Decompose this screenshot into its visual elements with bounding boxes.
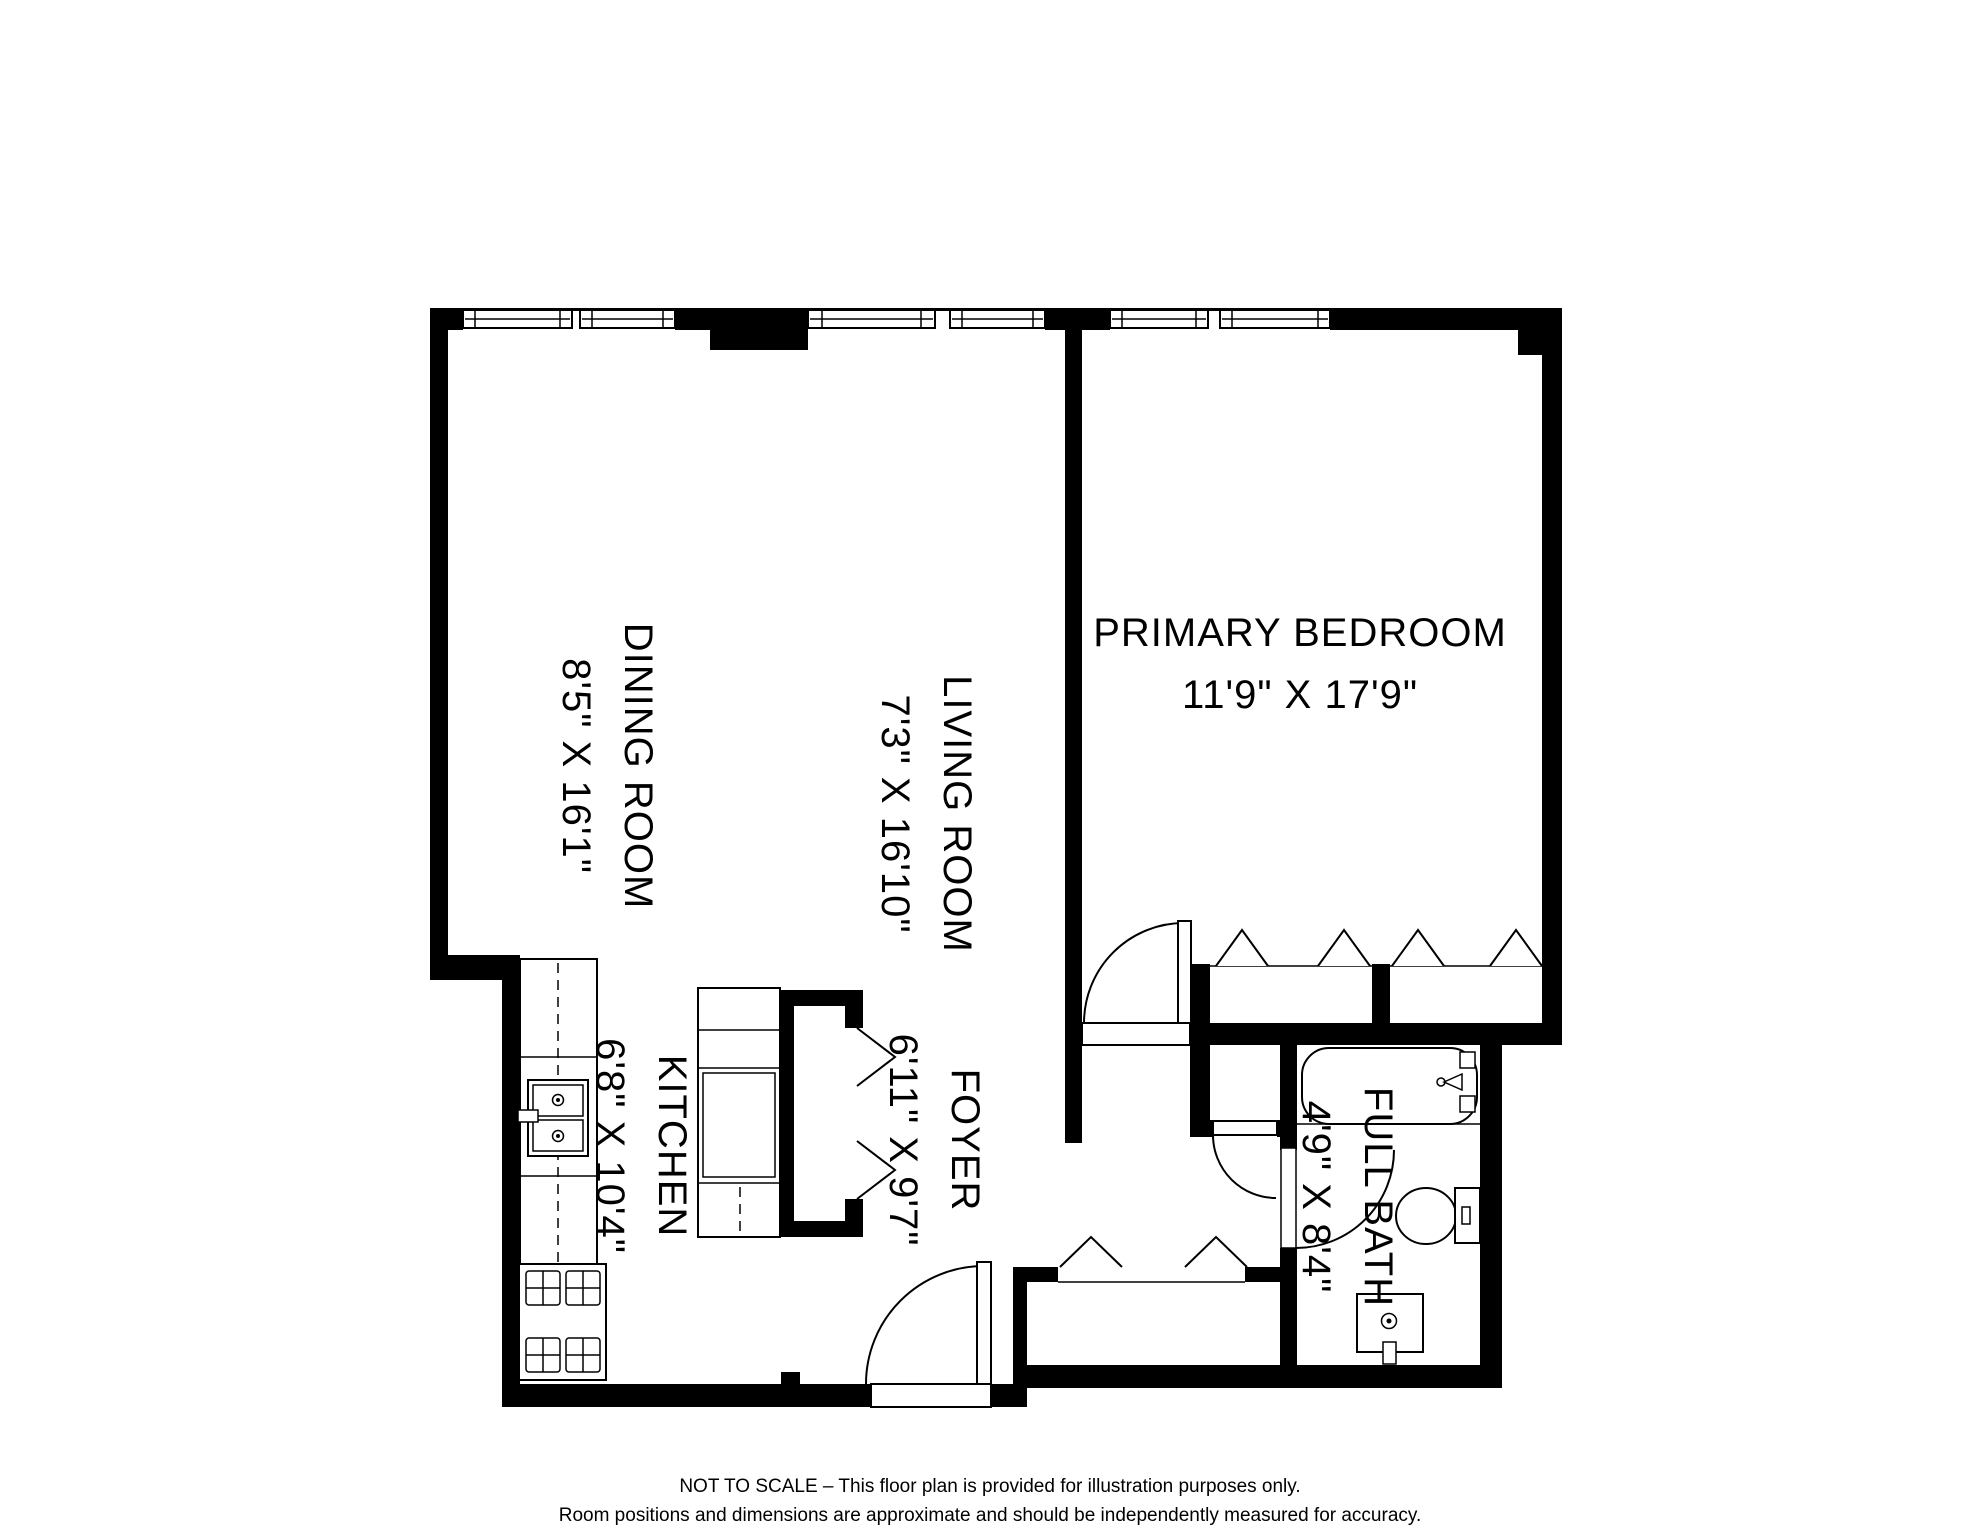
bedroom-door-swing-arc [1084, 923, 1184, 1023]
vanity-faucet [1383, 1342, 1396, 1364]
bifold-door-chevron [1318, 930, 1370, 966]
bedroom-door [1082, 921, 1191, 1045]
bedroom-closet-pier-left [1190, 964, 1210, 1137]
dining-room-dimensions: 8'5" X 16'1" [554, 658, 598, 874]
entry-door [866, 1262, 991, 1407]
stove-burner [526, 1271, 560, 1305]
toilet-tank [1455, 1188, 1480, 1243]
kitchen-fixtures [518, 959, 780, 1380]
room-label-dining [554, 623, 660, 910]
entry-door-swing-arc [866, 1266, 984, 1384]
disclaimer [559, 1476, 1422, 1526]
refrigerator-cabinet-run [698, 988, 780, 1237]
top-wall-pier [675, 308, 808, 330]
foyer-dimensions: 6'11" X 9'7" [881, 1033, 925, 1247]
foyer-name: FOYER [943, 1068, 987, 1212]
dining-room-name: DINING ROOM [616, 622, 660, 910]
hall-closet-front-pier-left [1013, 1267, 1058, 1282]
window [1110, 310, 1208, 328]
kitchen-sink [518, 1080, 588, 1156]
bath-door-opening [1281, 1148, 1296, 1248]
linen-closet-door-leaf [1213, 1121, 1277, 1135]
toilet-bowl [1396, 1188, 1456, 1244]
kitchen-name: KITCHEN [650, 1054, 694, 1238]
top-wall-mid-block [1045, 308, 1110, 330]
living-bedroom-divider-wall [1065, 330, 1082, 1143]
refrigerator [703, 1073, 775, 1177]
bedroom-closet-pier-mid [1372, 964, 1390, 1023]
foyer-closet-stub-bottom [845, 1199, 863, 1237]
linen-closet-door [1213, 1121, 1277, 1198]
stove [519, 1264, 606, 1380]
primary-bedroom-name: PRIMARY BEDROOM [1093, 611, 1507, 655]
top-wall-pier-protrusion [710, 330, 808, 350]
linen-closet-door-swing-arc [1213, 1135, 1276, 1198]
living-room-name: LIVING ROOM [935, 675, 979, 953]
room-label-kitchen [588, 1038, 694, 1254]
full-bath-dimensions: 4'9" X 8'4" [1294, 1100, 1338, 1294]
hall-closet-front-pier-right [1245, 1267, 1297, 1282]
toilet [1396, 1188, 1480, 1244]
disclaimer-line-1: NOT TO SCALE – This floor plan is provided for illustration purposes only. [679, 1476, 1301, 1497]
windows [463, 310, 1330, 328]
hall-closet-left-wall [1013, 1267, 1027, 1384]
window [808, 310, 935, 328]
window [580, 310, 675, 328]
bedroom-door-leaf [1178, 921, 1191, 1023]
tub-fitting [1460, 1052, 1475, 1068]
kitchen-dimensions: 6'8" X 10'4" [588, 1038, 632, 1254]
bedroom-bottom-wall [1190, 1023, 1562, 1045]
room-label-living [873, 675, 979, 953]
room-label-foyer [881, 1034, 987, 1247]
sink-faucet [518, 1110, 538, 1122]
right-exterior-wall [1542, 308, 1562, 1045]
linen-closet-pier-left [1190, 1120, 1213, 1137]
bedroom-corner-notch [1518, 330, 1542, 355]
bottom-wall-stub [781, 1372, 800, 1384]
bifold-door-chevron [1490, 930, 1542, 966]
window [950, 310, 1045, 328]
living-room-dimensions: 7'3" X 16'10" [873, 694, 917, 934]
primary-bedroom-dimensions: 11'9" X 17'9" [1181, 673, 1419, 717]
stove-burner [566, 1271, 600, 1305]
top-wall-right-section [1330, 308, 1562, 330]
window [1220, 310, 1330, 328]
bottom-wall-right-section [1013, 1365, 1502, 1388]
full-bath-name: FULL BATH [1356, 1086, 1400, 1308]
entry-door-sill [871, 1384, 991, 1407]
stove-burner [566, 1338, 600, 1372]
foyer-closet-left-bar [780, 990, 794, 1237]
entry-door-leaf [977, 1262, 991, 1384]
bifold-door-chevron [1060, 1237, 1122, 1267]
bifold-door-chevron [1216, 930, 1268, 966]
stove-burner [526, 1338, 560, 1372]
bedroom-door-opening [1082, 1023, 1190, 1045]
tub-fitting [1460, 1096, 1475, 1112]
bifold-door-chevron [1392, 930, 1444, 966]
foyer-closet-stub-top [845, 990, 863, 1028]
bifold-door-chevron [1185, 1237, 1247, 1267]
disclaimer-line-2: Room positions and dimensions are approximate and should be independently measured for accuracy. [558, 1505, 1422, 1526]
left-exterior-wall [430, 308, 448, 980]
kitchen-left-wall [502, 955, 520, 1407]
bath-right-wall [1480, 1045, 1502, 1388]
room-label-primary-bedroom [1093, 611, 1507, 717]
window [463, 310, 572, 328]
